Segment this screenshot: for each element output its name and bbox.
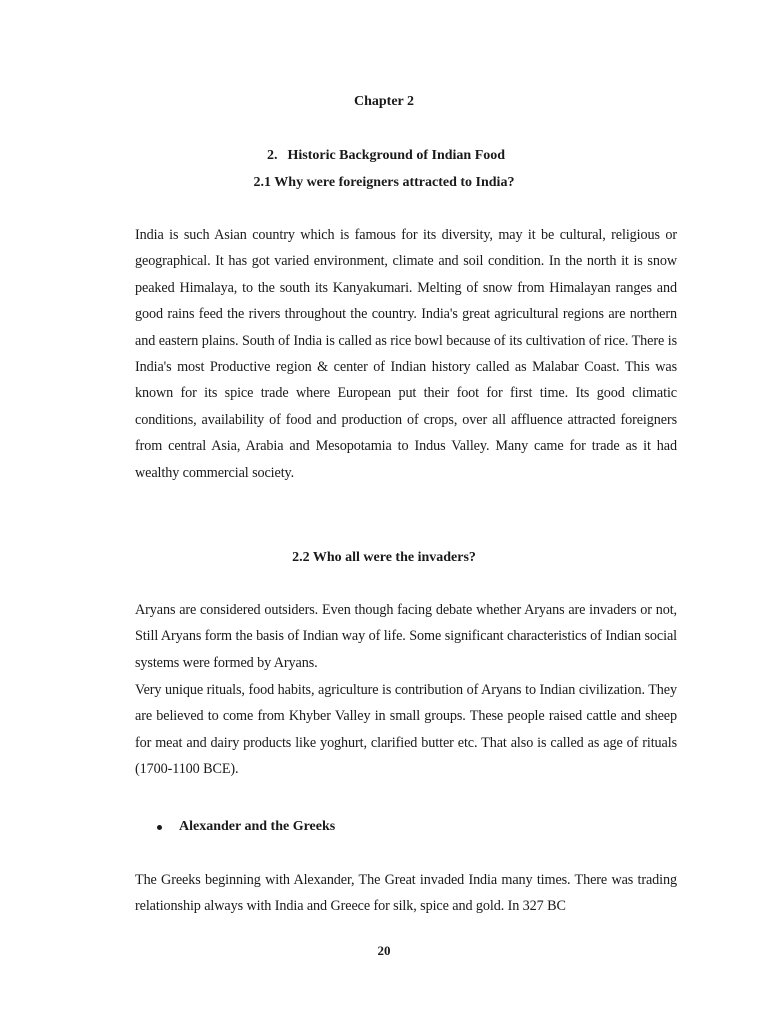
- chapter-title: Chapter 2: [353, 94, 415, 109]
- paragraph-3: Very unique rituals, food habits, agriculture is contribution of Aryans to Indian civilization. They are believed to come from Khyber Valley in small groups. These people raised cattle and sheep for meat and dairy products like yoghurt, clarified butter etc. That also is called as age of rituals (1700-1100 BCE).: [135, 682, 677, 778]
- section-title: Historic Background of Indian Food: [287, 148, 506, 163]
- subsection-1-title: 2.1 Why were foreigners attracted to India?: [253, 175, 515, 190]
- bullet-heading: Alexander and the Greeks: [179, 819, 336, 834]
- bullet-item: [157, 818, 335, 836]
- page-number: 20: [377, 943, 391, 958]
- section-heading: [0, 147, 768, 165]
- paragraph-4: The Greeks beginning with Alexander, The Great invaded India many times. There was trading relationship always with India and Greece for silk, spice and gold. In 327 BC: [135, 872, 677, 915]
- bullet-icon: [157, 825, 162, 830]
- subsection-2-title: 2.2 Who all were the invaders?: [292, 550, 476, 565]
- paragraph-1: India is such Asian country which is famous for its diversity, may it be cultural, religious or geographical. It has got varied environment, climate and soil condition. In the north it is snow peaked Himalaya, to the south its Kanyakumari. Melting of snow from Himalayan ranges and good rains feed the rivers throughout the country. India's great agricultural regions are northern and eastern plains. South of India is called as rice bowl because of its cultivation of rice. There is India's most Productive region & center of Indian history called as Malabar Coast. This was known for its spice trade where European put their foot for first time. Its good climatic conditions, availability of food and production of crops, over all affluence attracted foreigners from central Asia, Arabia and Mesopotamia to Indus Valley. Many came for trade as it had wealthy commercial society.: [135, 227, 677, 481]
- section-number: 2.: [266, 148, 278, 163]
- paragraph-2: Aryans are considered outsiders. Even though facing debate whether Aryans are invaders or not, Still Aryans form the basis of Indian way of life. Some significant characteristics of Indian social systems were formed by Aryans.: [135, 602, 677, 671]
